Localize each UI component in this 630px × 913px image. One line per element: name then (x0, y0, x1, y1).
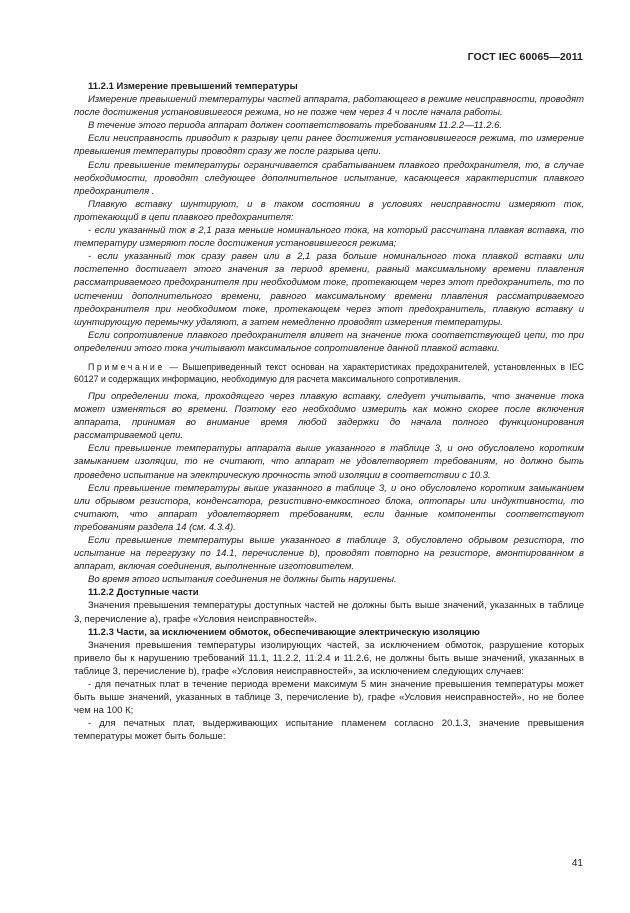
note-label: Примечание (88, 361, 165, 372)
paragraph: Если превышение температуры выше указанного в таблице 3, и оно обусловлено коротким замыканием или обрывом резистора, конденсатора, резистивно-емкостного блока, оптопары или индуктивности, то считают, что аппарат удовлетворяет требованиям, если данные компоненты соответствуют требованиям раздела 14 (см. 4.3.4). (74, 482, 584, 533)
note-paragraph (74, 361, 584, 385)
paragraph: Если превышение температуры аппарата выше указанного в таблице 3, и оно обусловлено коротким замыканием изоляции, то не считают, что аппарат не удовлетворяет требованиям, но должно быть проведено испытание на электрическую прочность этой изоляции в соответствии с 10.3. (74, 443, 584, 481)
paragraph: В течение этого периода аппарат должен соответствовать требованиям 11.2.2—11.2.6. (88, 120, 503, 132)
paragraph: Значения превышения температуры изолирующих частей, за исключением обмоток, разрушение которых привело бы к нарушению требований 11.1, 11.2.2, 11.2.4 и 11.2.6, не должны быть выше значений, указанных в таблице 3, перечисление b), графе «Условия неисправностей», за исключением следующих случаев: (74, 639, 584, 677)
paragraph: Если превышение температуры ограничивается срабатыванием плавкого предохранителя, то, в случае необходимости, проводят следующее дополнительное испытание, касающееся характеристик плавкого предохранителя . (74, 159, 584, 197)
section-heading-11-2-2: 11.2.2 Доступные части (88, 587, 199, 599)
list-item: - если указанный ток сразу равен или в 2,1 раза больше номинального тока плавкой вставки или постепенно достигает этого значения за период времени, равный максимальному времени плавления рассматриваемого предохранителя при необходимом токе, протекающем через этот предохранитель, то по истечении дополнительного времени, равного максимальному времени плавления рассматриваемого предохранителя при необходимом токе, протекающем через этот предохранитель, плавкую вставку и шунтирующую перемычку удаляют, а затем немедленно проводят измерения температуры. (74, 251, 584, 328)
paragraph: Если неисправность приводит к разрыву цепи ранее достижения установившегося режима, то измерение превышения температуры проводят сразу же после разрыва цепи. (74, 133, 584, 158)
paragraph: При определении тока, проходящего через плавкую вставку, следует учитывать, что значение тока может изменяться во времени. Поэтому его необходимо измерить как можно скорее после включения аппарата, принимая во внимание время любой задержки до начала полного функционирования рассматриваемой цепи. (74, 390, 584, 442)
list-item: - для печатных плат, выдерживающих испытание пламенем согласно 20.1.3, значение превышения температуры может быть больше: (74, 718, 584, 743)
document-code-header: ГОСТ IEC 60065—2011 (467, 51, 583, 63)
list-item: - для печатных плат в течение периода времени максимум 5 мин значение превышения температуры может быть выше значений, указанных в таблице 3, перечисление b), графе «Условия неисправностей», но не более чем на 100 К; (74, 679, 584, 717)
paragraph: Во время этого испытания соединения не должны быть нарушены. (88, 574, 397, 586)
page-number: 41 (571, 858, 583, 869)
paragraph: Если сопротивление плавкого предохранителя влияет на значение тока соответствующей цепи, то при определении этого тока учитывают максимальное сопротивление данной плавкой вставки. (74, 329, 584, 354)
document-body (74, 80, 584, 744)
list-item: - если указанный ток в 2,1 раза меньше номинального тока, на который рассчитана плавкая вставка, то температуру измеряют после достижения установившегося режима; (74, 225, 584, 250)
paragraph: Измерение превышений температуры частей аппарата, работающего в режиме неисправности, проводят после достижения установившегося режима, но не позже чем через 4 ч после начала работы. (74, 94, 584, 119)
section-heading-11-2-3: 11.2.3 Части, за исключением обмоток, обеспечивающие электрическую изоляцию (88, 626, 480, 638)
paragraph: Плавкую вставку шунтируют, и в таком состоянии в условиях неисправности измеряют ток, протекающий в цепи плавкого предохранителя: (74, 198, 584, 223)
paragraph: Значения превышения температуры доступных частей не должны быть выше значений, указанных в таблице 3, перечисление а), графе «Условия неисправностей». (74, 600, 584, 625)
note-text: — Вышеприведенный текст основан на характеристиках предохранителей, установленных в IEC 60127 и содержащих информацию, необходимую для расчета максимального сопротивления. (74, 361, 584, 384)
paragraph: Если превышение температуры выше указанного в таблице 3, обусловлено обрывом резистора, то испытание на перегрузку по 14.1, перечисление b), проводят повторно на резисторе, вмонтированном в аппарат, включая соединения, выполненные изготовителем. (74, 535, 584, 573)
section-heading-11-2-1: 11.2.1 Измерение превышений температуры (88, 81, 298, 92)
